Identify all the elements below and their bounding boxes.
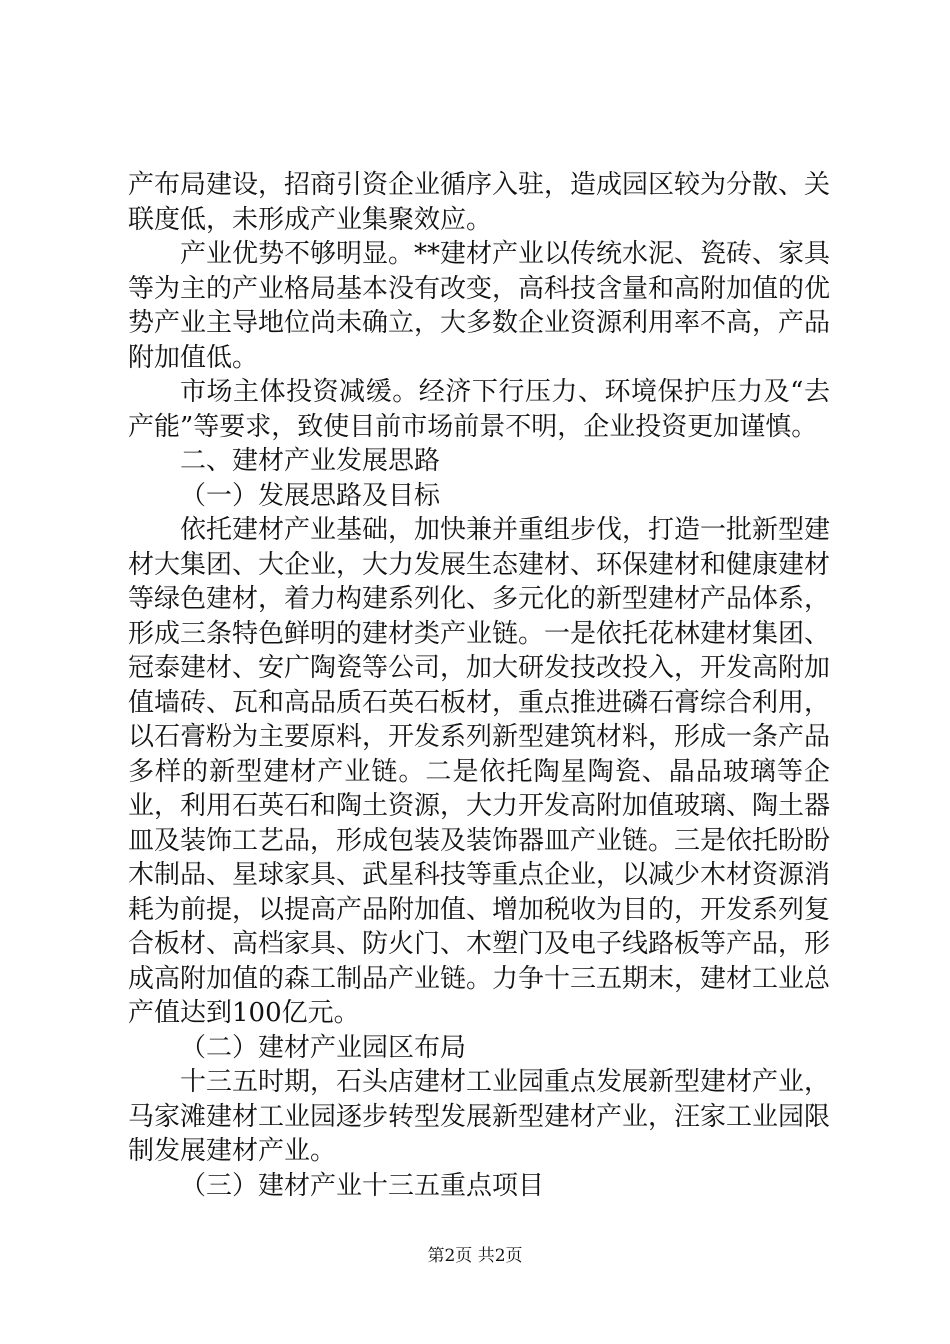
paragraph-industry-advantage: 产业优势不够明显。**建材产业以传统水泥、瓷砖、家具等为主的产业格局基本没有改变，高科技含量和高附加值的优势产业主导地位尚未确立，大多数企业资源利用率不高，产品附加值低。 xyxy=(128,239,831,373)
subheading-ideas-and-goals: （一）发展思路及目标 xyxy=(180,480,441,511)
paragraph-park-layout: 十三五时期，石头店建材工业园重点发展新型建材产业，马家滩建材工业园逐步转型发展新型建材产业，汪家工业园限制发展建材产业。 xyxy=(128,1067,831,1166)
subheading-key-projects: （三）建材产业十三五重点项目 xyxy=(180,1170,545,1201)
subheading-park-layout: （二）建材产业园区布局 xyxy=(180,1032,467,1063)
paragraph-market-investment: 市场主体投资减缓。经济下行压力、环境保护压力及“去产能”等要求，致使目前市场前景不明，企业投资更加谨慎。 xyxy=(128,377,830,442)
document-body xyxy=(128,168,830,1203)
paragraph-layout-continuation: 产布局建设，招商引资企业循序入驻，造成园区较为分散、关联度低，未形成产业集聚效应。 xyxy=(128,170,831,235)
section-heading-development-ideas: 二、建材产业发展思路 xyxy=(180,446,441,476)
page-number-footer: 第2页 共2页 xyxy=(427,1246,523,1266)
paragraph-ideas-and-goals: 依托建材产业基础，加快兼并重组步伐，打造一批新型建材大集团、大企业，大力发展生态建材、环保建材和健康建材等绿色建材，着力构建系列化、多元化的新型建材产品体系，形成三条特色鲜明的建材类产业链。一是依托花林建材集团、冠泰建材、安广陶瓷等公司，加大研发技改投入，开发高附加值墙砖、瓦和高品质石英石板材，重点推进磷石膏综合利用，以石膏粉为主要原料，开发系列新型建筑材料，形成一条产品多样的新型建材产业链。二是依托陶星陶瓷、晶品玻璃等企业，利用石英石和陶土资源，大力开发高附加值玻璃、陶土器皿及装饰工艺品，形成包装及装饰器皿产业链。三是依托盼盼木制品、星球家具、武星科技等重点企业，以减少木材资源消耗为前提，以提高产品附加值、增加税收为目的，开发系列复合板材、高档家具、防火门、木塑门及电子线路板等产品，形成高附加值的森工制品产业链。力争十三五期末，建材工业总产值达到100亿元。 xyxy=(128,515,831,1028)
